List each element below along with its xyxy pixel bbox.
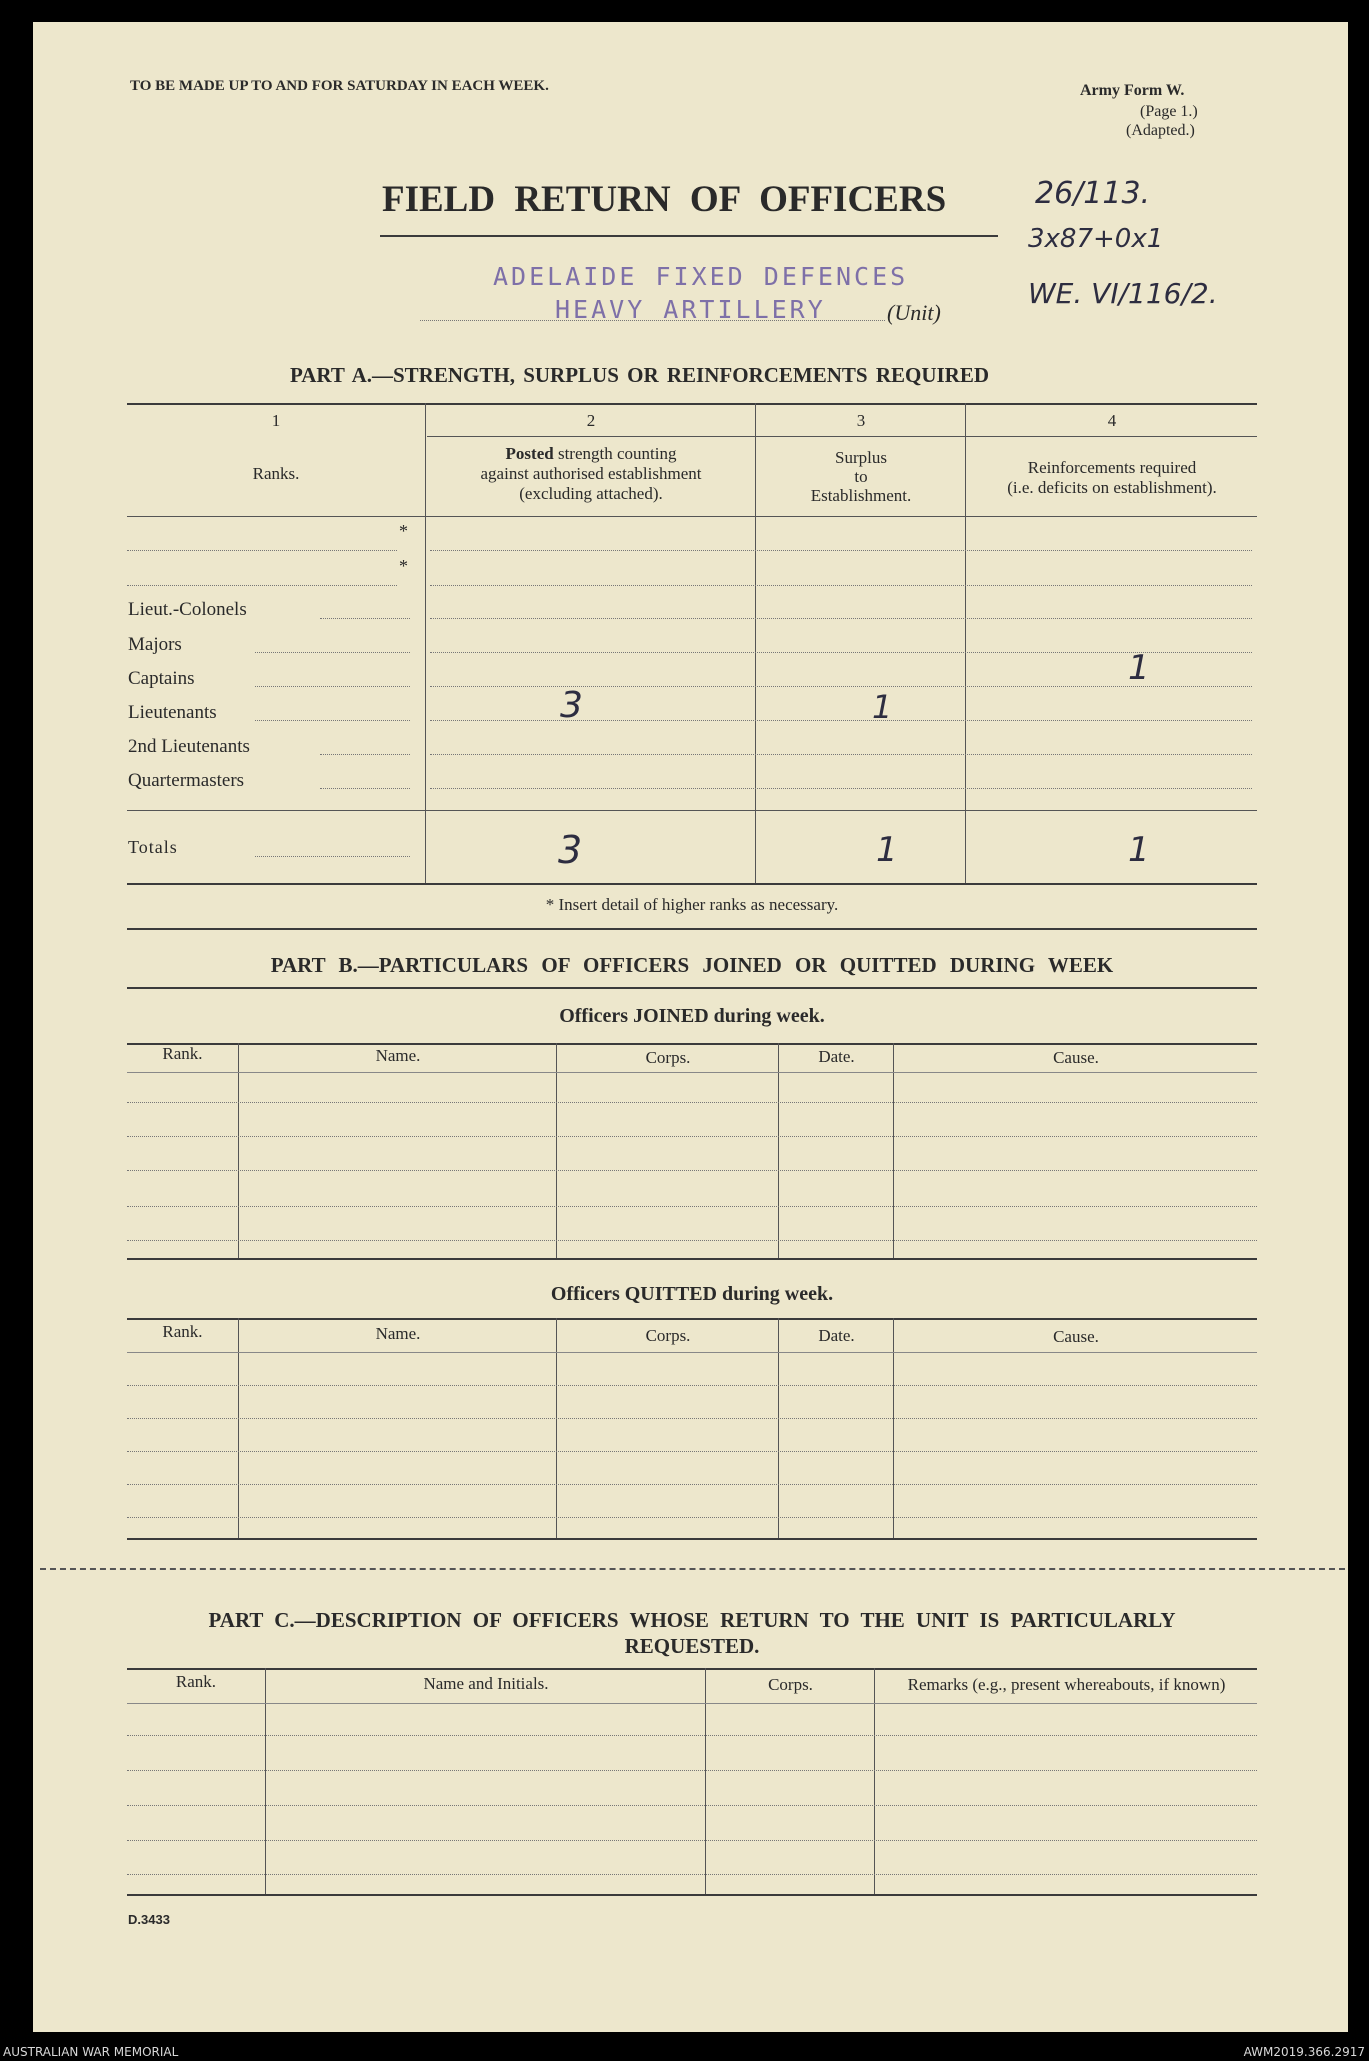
unit-label: (Unit)	[887, 300, 941, 325]
unit-dotted-line	[420, 320, 885, 321]
quitted-row-line	[127, 1418, 1257, 1419]
page-title: FIELD RETURN OF OFFICERS	[382, 179, 947, 220]
quitted-divider-2	[556, 1318, 557, 1538]
star-row-2-dots	[127, 585, 397, 586]
rank-lieut-colonels: Lieut.-Colonels	[128, 599, 247, 620]
rank-quartermasters: Quartermasters	[128, 770, 245, 791]
joined-row-line	[127, 1170, 1257, 1171]
quitted-row-line	[127, 1517, 1257, 1518]
lieutenants-posted-value: 3	[560, 685, 583, 726]
part-c-col-name: Name and Initials.	[423, 1674, 549, 1693]
captains-reinforcements-value: 1	[1128, 648, 1150, 688]
ranks-header: Ranks.	[252, 464, 300, 483]
rank-majors: Majors	[128, 634, 182, 655]
part-c-col-rank: Rank.	[175, 1672, 217, 1691]
totals-label: Totals	[128, 837, 178, 857]
leader-dots	[255, 720, 410, 721]
leader-dots	[320, 754, 410, 755]
totals-rule	[127, 810, 1257, 811]
joined-divider-2	[556, 1043, 557, 1258]
rank-2nd-lieutenants: 2nd Lieutenants	[128, 736, 250, 757]
footer-accession: AWM2019.366.2917	[1243, 2045, 1365, 2059]
page-label: (Page 1.)	[1140, 103, 1198, 120]
quitted-divider-3	[778, 1318, 779, 1538]
joined-col-name: Name.	[375, 1046, 421, 1065]
leader-dots	[320, 788, 410, 789]
unit-stamp-line2: HEAVY ARTILLERY	[555, 295, 826, 324]
part-a-end-rule	[127, 928, 1257, 930]
part-a-top-rule	[127, 403, 1257, 405]
posted-header-line2: against authorised establishment	[480, 464, 702, 483]
totals-reinforcements-value: 1	[1128, 830, 1150, 870]
quitted-bottom-rule	[127, 1538, 1257, 1540]
part-c-row-line	[127, 1770, 1257, 1771]
quitted-col-rank: Rank.	[162, 1322, 203, 1341]
row-line	[430, 788, 1252, 789]
joined-title: Officers JOINED during week.	[559, 1005, 825, 1027]
part-c-header-rule	[127, 1703, 1257, 1704]
posted-header-rest: strength counting	[553, 444, 677, 463]
army-form-label: Army Form W.	[1080, 82, 1185, 99]
surplus-header-line1: Surplus	[835, 448, 887, 467]
unit-stamp-line1: ADELAIDE FIXED DEFENCES	[493, 262, 909, 291]
rank-captains: Captains	[128, 668, 195, 689]
col-number-4: 4	[1107, 411, 1117, 430]
quitted-row-line	[127, 1451, 1257, 1452]
part-b-top-rule	[127, 987, 1257, 989]
joined-row-line	[127, 1102, 1257, 1103]
leader-dots	[255, 652, 410, 653]
part-c-divider-2	[705, 1668, 706, 1894]
rank-lieutenants: Lieutenants	[128, 702, 217, 723]
quitted-col-corps: Corps.	[645, 1326, 691, 1345]
part-c-col-corps: Corps.	[768, 1675, 813, 1694]
perforation-line	[40, 1568, 1345, 1570]
col-number-1: 1	[271, 411, 281, 430]
joined-col-cause: Cause.	[1053, 1048, 1099, 1067]
lieutenants-surplus-value: 1	[872, 688, 893, 726]
posted-header-bold: Posted	[505, 444, 554, 463]
footer-institution: AUSTRALIAN WAR MEMORIAL	[3, 2045, 179, 2059]
part-c-row-line	[127, 1805, 1257, 1806]
part-c-row-line	[127, 1874, 1257, 1875]
posted-header-line3: (excluding attached).	[519, 484, 663, 503]
star-row-1-dots	[127, 550, 397, 551]
leader-dots	[255, 686, 410, 687]
row-line	[430, 720, 1252, 721]
part-c-row-line	[127, 1735, 1257, 1736]
reinforcements-header-line1: Reinforcements required	[1027, 458, 1197, 477]
row-line	[430, 754, 1252, 755]
part-a-header-rule	[127, 516, 1257, 517]
quitted-row-line	[127, 1484, 1257, 1485]
part-a-title: PART A.—STRENGTH, SURPLUS OR REINFORCEMENTS REQUIRED	[290, 363, 990, 387]
quitted-col-name: Name.	[375, 1324, 421, 1343]
row-line	[430, 618, 1252, 619]
star-row-1-marker: *	[399, 521, 408, 541]
quitted-divider-4	[893, 1318, 894, 1538]
joined-top-rule	[127, 1043, 1257, 1045]
handwritten-ref-3: WE. VI/116/2.	[1028, 277, 1218, 310]
row-line	[430, 550, 1252, 551]
leader-dots	[320, 618, 410, 619]
part-a-divider-3	[965, 403, 966, 883]
reinforcements-header-line2: (i.e. deficits on establishment).	[1007, 478, 1217, 497]
part-c-divider-1	[265, 1668, 266, 1894]
joined-bottom-rule	[127, 1258, 1257, 1260]
quitted-title: Officers QUITTED during week.	[550, 1283, 834, 1305]
surplus-header-line3: Establishment.	[810, 486, 912, 505]
joined-divider-3	[778, 1043, 779, 1258]
part-c-bottom-rule	[127, 1894, 1257, 1896]
part-a-footnote: * Insert detail of higher ranks as necessary.	[545, 895, 839, 914]
quitted-row-line	[127, 1385, 1257, 1386]
part-c-col-remarks: Remarks (e.g., present whereabouts, if known)	[907, 1675, 1226, 1694]
part-c-divider-3	[874, 1668, 875, 1894]
quitted-col-date: Date.	[818, 1326, 855, 1345]
leader-dots	[255, 856, 410, 857]
part-c-top-rule	[127, 1668, 1257, 1670]
col-number-2: 2	[586, 411, 596, 430]
title-underline	[380, 235, 998, 237]
adapted-label: (Adapted.)	[1126, 122, 1195, 139]
joined-col-rank: Rank.	[162, 1044, 203, 1063]
row-line	[430, 585, 1252, 586]
form-number: D.3433	[128, 1912, 170, 1927]
reinforcements-header	[967, 458, 1257, 498]
part-a-divider-1	[425, 403, 426, 883]
quitted-divider-1	[238, 1318, 239, 1538]
joined-col-corps: Corps.	[645, 1048, 691, 1067]
quitted-col-cause: Cause.	[1053, 1327, 1099, 1346]
joined-col-date: Date.	[818, 1047, 855, 1066]
posted-header	[427, 444, 755, 504]
joined-row-line	[127, 1136, 1257, 1137]
totals-posted-value: 3	[558, 828, 583, 872]
totals-surplus-value: 1	[876, 830, 898, 870]
instruction-text: TO BE MADE UP TO AND FOR SATURDAY IN EACH WEEK.	[130, 78, 549, 94]
part-c-title-line1: PART C.—DESCRIPTION OF OFFICERS WHOSE RETURN TO THE UNIT IS PARTICULARLY	[208, 1608, 1176, 1632]
part-a-bottom-rule	[127, 883, 1257, 885]
part-c-title-line2: REQUESTED.	[624, 1634, 760, 1658]
col-number-rule	[427, 436, 1257, 437]
joined-header-rule	[127, 1072, 1257, 1073]
joined-divider-4	[893, 1043, 894, 1258]
col-number-3: 3	[856, 411, 866, 430]
surplus-header-line2: to	[854, 467, 868, 486]
quitted-top-rule	[127, 1318, 1257, 1320]
quitted-header-rule	[127, 1352, 1257, 1353]
surplus-header	[757, 448, 965, 505]
star-row-2-marker: *	[399, 556, 408, 576]
part-c-row-line	[127, 1840, 1257, 1841]
part-c-title	[127, 1607, 1257, 1659]
joined-divider-1	[238, 1043, 239, 1258]
joined-row-line	[127, 1206, 1257, 1207]
joined-row-line	[127, 1240, 1257, 1241]
part-a-divider-2	[755, 403, 756, 883]
handwritten-ref-2: 3x87+0x1	[1028, 224, 1164, 254]
handwritten-ref-1: 26/113.	[1035, 176, 1151, 211]
part-b-title: PART B.—PARTICULARS OF OFFICERS JOINED OR QUITTED DURING WEEK	[270, 953, 1114, 977]
